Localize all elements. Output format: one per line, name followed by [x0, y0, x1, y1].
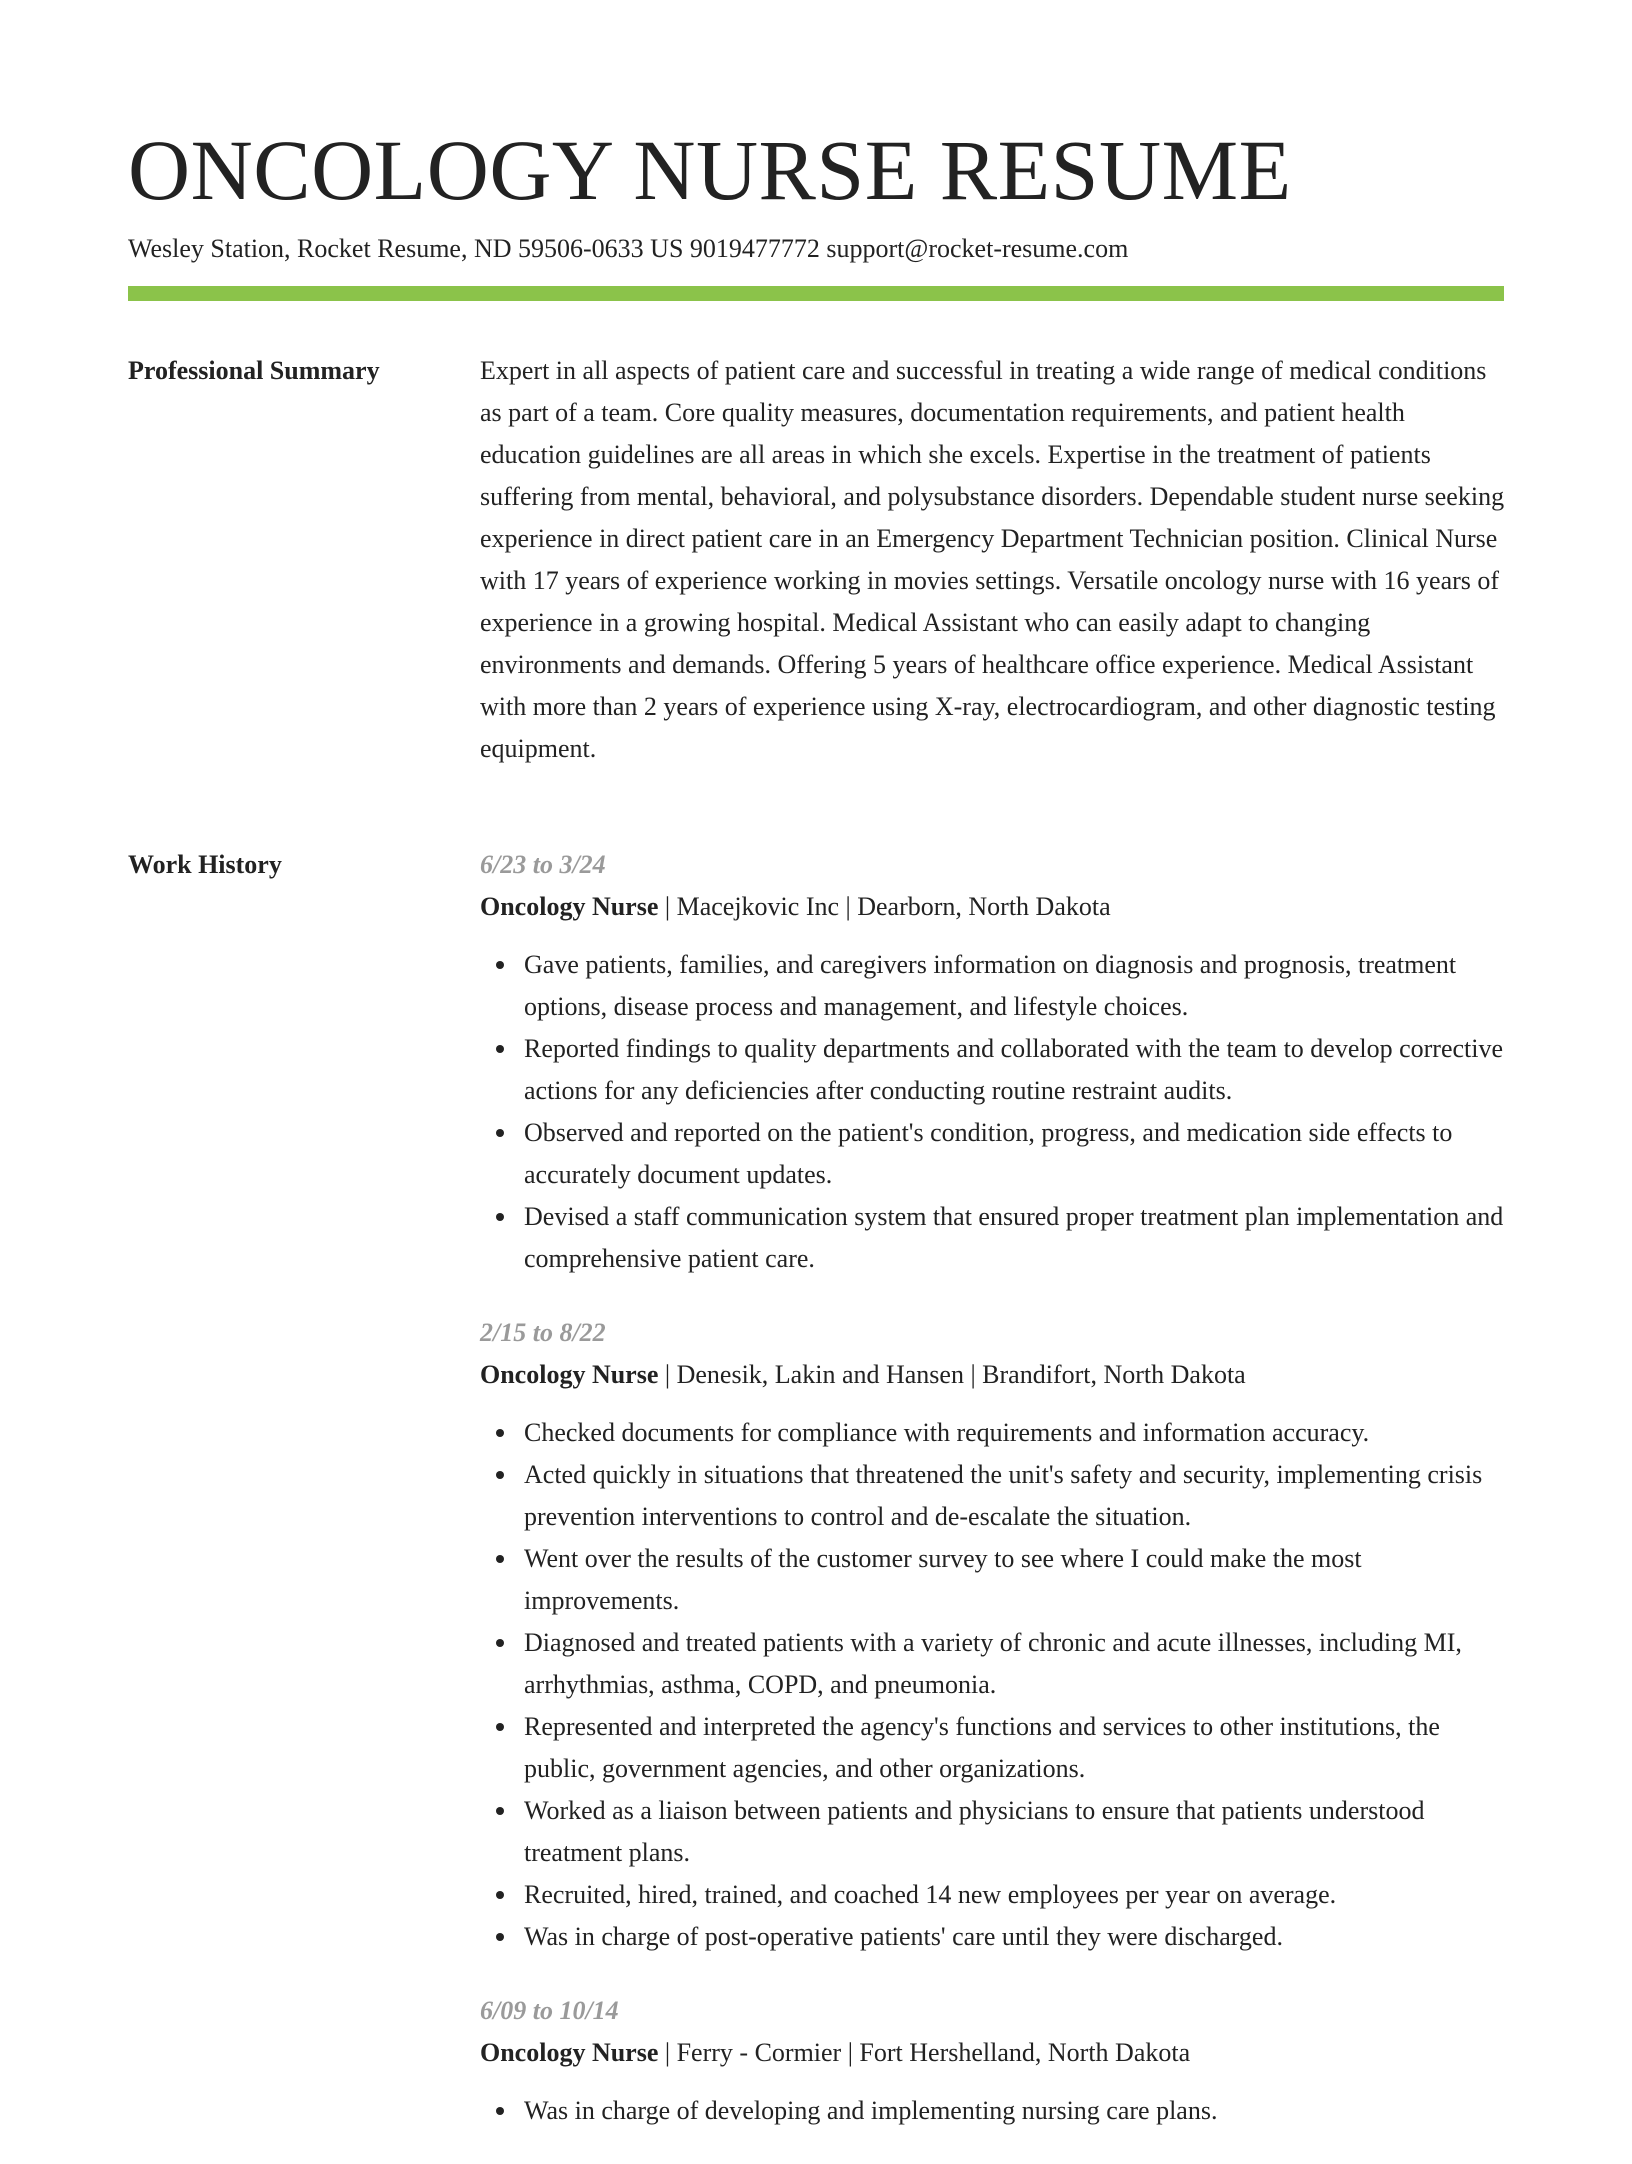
job-bullet-list	[480, 2090, 1510, 2132]
job-dates: 2/15 to 8/22	[480, 1318, 606, 1347]
job-title: Oncology Nurse	[480, 1360, 659, 1389]
summary-section-body	[480, 350, 1510, 770]
work-history-list	[480, 844, 1510, 2164]
job-title: Oncology Nurse	[480, 892, 659, 921]
job-details: | Macejkovic Inc | Dearborn, North Dakota	[658, 892, 1111, 921]
page-title: ONCOLOGY NURSE RESUME	[128, 122, 1292, 218]
job-bullet: Went over the results of the customer survey to see where I could make the most improvements.	[524, 1538, 1510, 1622]
job-heading	[480, 2032, 1510, 2074]
job-dates: 6/09 to 10/14	[480, 1996, 619, 2025]
job-details: | Ferry - Cormier | Fort Hershelland, North Dakota	[658, 2038, 1191, 2067]
job-bullet: Observed and reported on the patient's condition, progress, and medication side effects to accurately document updates.	[524, 1112, 1510, 1196]
contact-line: Wesley Station, Rocket Resume, ND 59506-0633 US 9019477772 support@rocket-resume.com	[128, 234, 1129, 263]
job-bullet: Devised a staff communication system that ensured proper treatment plan implementation and comprehensive patient care.	[524, 1196, 1510, 1280]
accent-divider	[128, 286, 1504, 301]
job-bullet: Reported findings to quality departments and collaborated with the team to develop corrective actions for any deficiencies after conducting routine restraint audits.	[524, 1028, 1510, 1112]
job-bullet: Gave patients, families, and caregivers information on diagnosis and prognosis, treatment options, disease process and management, and lifestyle choices.	[524, 944, 1510, 1028]
job-bullet: Acted quickly in situations that threatened the unit's safety and security, implementing crisis prevention interventions to control and de-escalate the situation.	[524, 1454, 1510, 1538]
job-bullet: Was in charge of developing and implementing nursing care plans.	[524, 2090, 1510, 2132]
job-bullet: Recruited, hired, trained, and coached 14 new employees per year on average.	[524, 1874, 1510, 1916]
summary-text: Expert in all aspects of patient care and successful in treating a wide range of medical conditions as part of a team. Core quality measures, documentation requirements, and patient health education guidelines are all areas in which she excels. Expertise in the treatment of patients suffering from mental, behavioral, and polysubstance disorders. Dependable student nurse seeking experience in direct patient care in an Emergency Department Technician position. Clinical Nurse with 17 years of experience working in movies settings. Versatile oncology nurse with 16 years of experience in a growing hospital. Medical Assistant who can easily adapt to changing environments and demands. Offering 5 years of healthcare office experience. Medical Assistant with more than 2 years of experience using X-ray, electrocardiogram, and other diagnostic testing equipment.	[480, 356, 1505, 763]
job-heading	[480, 1354, 1510, 1396]
job-entry	[480, 844, 1510, 1280]
job-bullet: Represented and interpreted the agency's functions and services to other institutions, the public, government agencies, and other organizations.	[524, 1706, 1510, 1790]
job-dates: 6/23 to 3/24	[480, 850, 606, 879]
job-bullet-list	[480, 1412, 1510, 1958]
job-bullet: Diagnosed and treated patients with a variety of chronic and acute illnesses, including MI, arrhythmias, asthma, COPD, and pneumonia.	[524, 1622, 1510, 1706]
summary-section-label: Professional Summary	[128, 356, 380, 385]
job-bullet: Worked as a liaison between patients and physicians to ensure that patients understood treatment plans.	[524, 1790, 1510, 1874]
work-history-section-label: Work History	[128, 850, 282, 879]
job-entry	[480, 1990, 1510, 2132]
job-title: Oncology Nurse	[480, 2038, 659, 2067]
job-bullet-list	[480, 944, 1510, 1280]
job-entry	[480, 1312, 1510, 1958]
job-heading	[480, 886, 1510, 928]
job-details: | Denesik, Lakin and Hansen | Brandifort, North Dakota	[658, 1360, 1246, 1389]
job-bullet: Checked documents for compliance with requirements and information accuracy.	[524, 1412, 1510, 1454]
job-bullet: Was in charge of post-operative patients' care until they were discharged.	[524, 1916, 1510, 1958]
